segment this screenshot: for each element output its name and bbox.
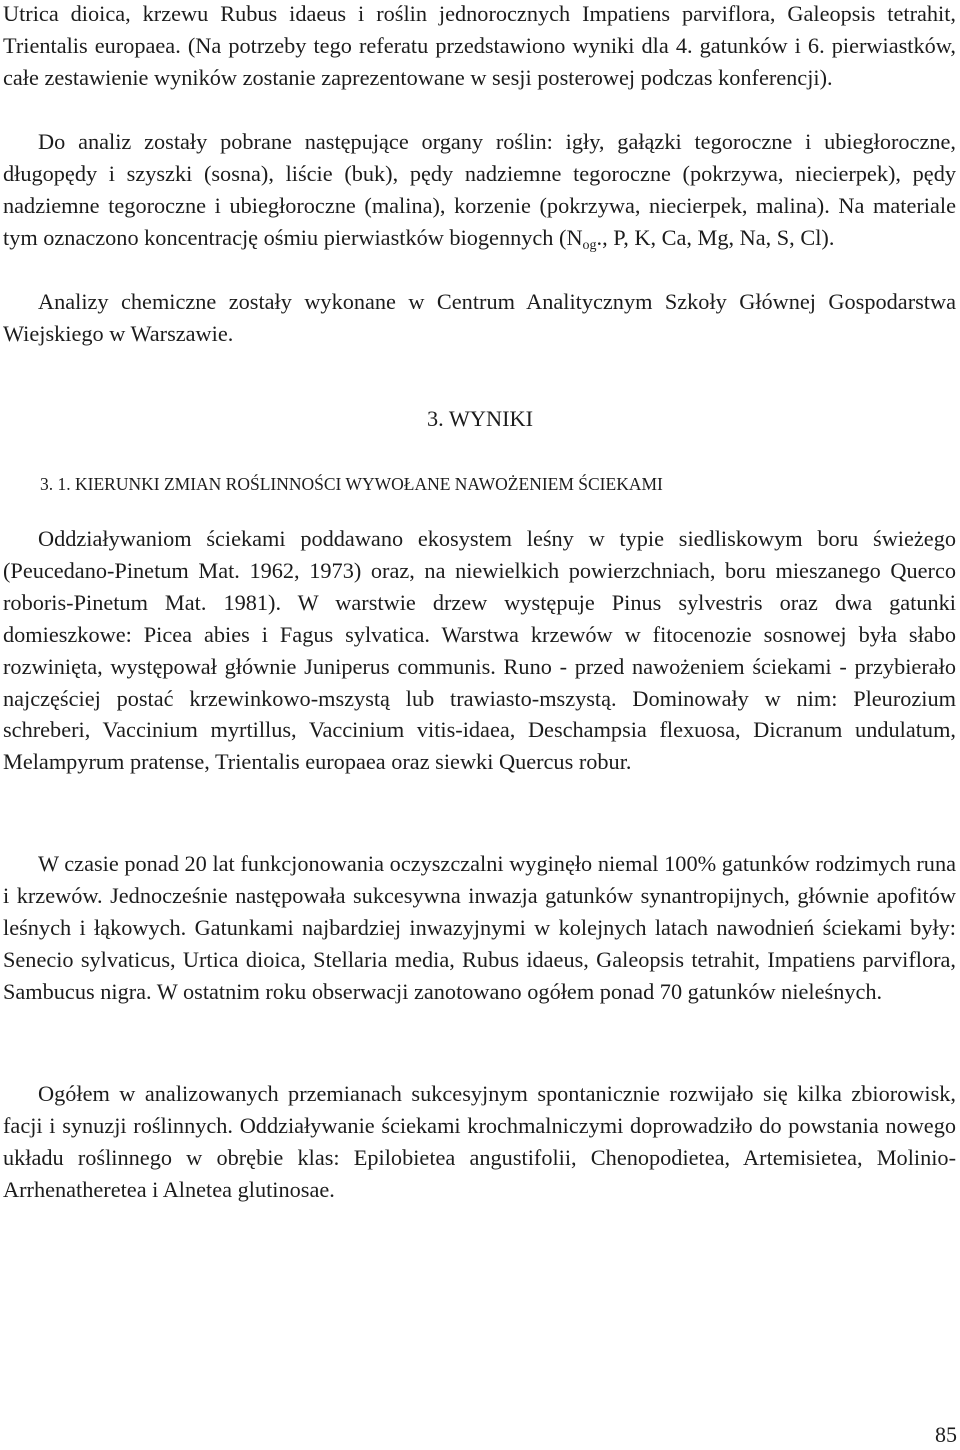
page-number: 85 [935, 1422, 957, 1447]
paragraph-chemical-analysis: Analizy chemiczne zostały wykonane w Centrum Analitycznym Szkoły Głównej Gospodarstwa Wiejskiego w Warszawie. [3, 289, 956, 346]
paragraph-species-changes: W czasie ponad 20 lat funkcjonowania oczyszczalni wyginęło niemal 100% gatunków rodzimych runa i krzewów. Jednocześnie następowała sukcesywna inwazja gatunków synantropijnych, głównie apofitów leśnych i łąkowych. Gatunkami najbardziej inwazyjnymi w kolejnych latach nawodnień ściekami były: Senecio sylvaticus, Urtica dioica, Stellaria media, Rubus idaeus, Galeopsis tetrahit, Impatiens parviflora, Sambucus nigra. W ostatnim roku obserwacji zanotowano ogółem ponad 70 gatunków nieleśnych. [3, 851, 956, 1004]
subsection-heading: 3. 1. KIERUNKI ZMIAN ROŚLINNOŚCI WYWOŁANE NAWOŻENIEM ŚCIEKAMI [40, 474, 663, 494]
paragraph-sampled-organs-text: Do analiz zostały pobrane następujące organy roślin: igły, gałązki tegoroczne i ubiegłoroczne, długopędy i szyszki (sosna), liście (buk), pędy nadziemne tegoroczne (pokrzywa, niecierpek), pędy nadziemne tegoroczne i ubiegłoroczne (malina), korzenie (pokrzywa, niecierpek, malina). Na materiale tym oznaczono koncentrację ośmiu pierwiastków biogennych (N [3, 129, 956, 250]
paragraph-species-list: Utrica dioica, krzewu Rubus idaeus i roślin jednorocznych Impatiens parviflora, Galeopsis tetrahit, Trientalis europaea. (Na potrzeby tego referatu przedstawiono wyniki dla 4. gatunków i 6. pierwiastków, całe zestawienie wyników zostanie zaprezentowane w sesji posterowej podczas konferencji). [3, 1, 956, 90]
nitrogen-subscript: og [582, 237, 597, 253]
section-heading: 3. WYNIKI [426, 406, 534, 431]
paragraph-ecosystem-description: Oddziaływaniom ściekami poddawano ekosystem leśny w typie siedliskowym boru świeżego (Peucedano-Pinetum Mat. 1962, 1973) oraz, na niewielkich powierzchniach, boru mieszanego Querco roboris-Pinetum Mat. 1981). W warstwie drzew występuje Pinus sylvestris oraz dwa gatunki domieszkowe: Picea abies i Fagus sylvatica. Warstwa krzewów w fitocenozie sosnowej była słabo rozwinięta, występował głównie Juniperus communis. Runo - przed nawożeniem ściekami - przybierało najczęściej postać krzewinkowo-mszystą lub trawiasto-mszystą. Dominowały w nim: Pleurozium schreberi, Vaccinium myrtillus, Vaccinium vitis-idaea, Deschampsia flexuosa, Dicranum undulatum, Melampyrum pratense, Trientalis europaea oraz siewki Quercus robur. [3, 526, 956, 775]
paragraph-succession-summary: Ogółem w analizowanych przemianach sukcesyjnym spontanicznie rozwijało się kilka zbiorowisk, facji i synuzji roślinnych. Oddziaływanie ściekami krochmalniczymi doprowadziło do powstania nowego układu roślinnego w obrębie klas: Epilobietea angustifolii, Chenopodietea, Artemisietea, Molinio-Arrhenatheretea i Alnetea glutinosae. [3, 1081, 956, 1202]
paragraph-sampled-organs [3, 126, 956, 254]
paragraph-elements-list: ., P, K, Ca, Mg, Na, S, Cl). [596, 224, 835, 250]
